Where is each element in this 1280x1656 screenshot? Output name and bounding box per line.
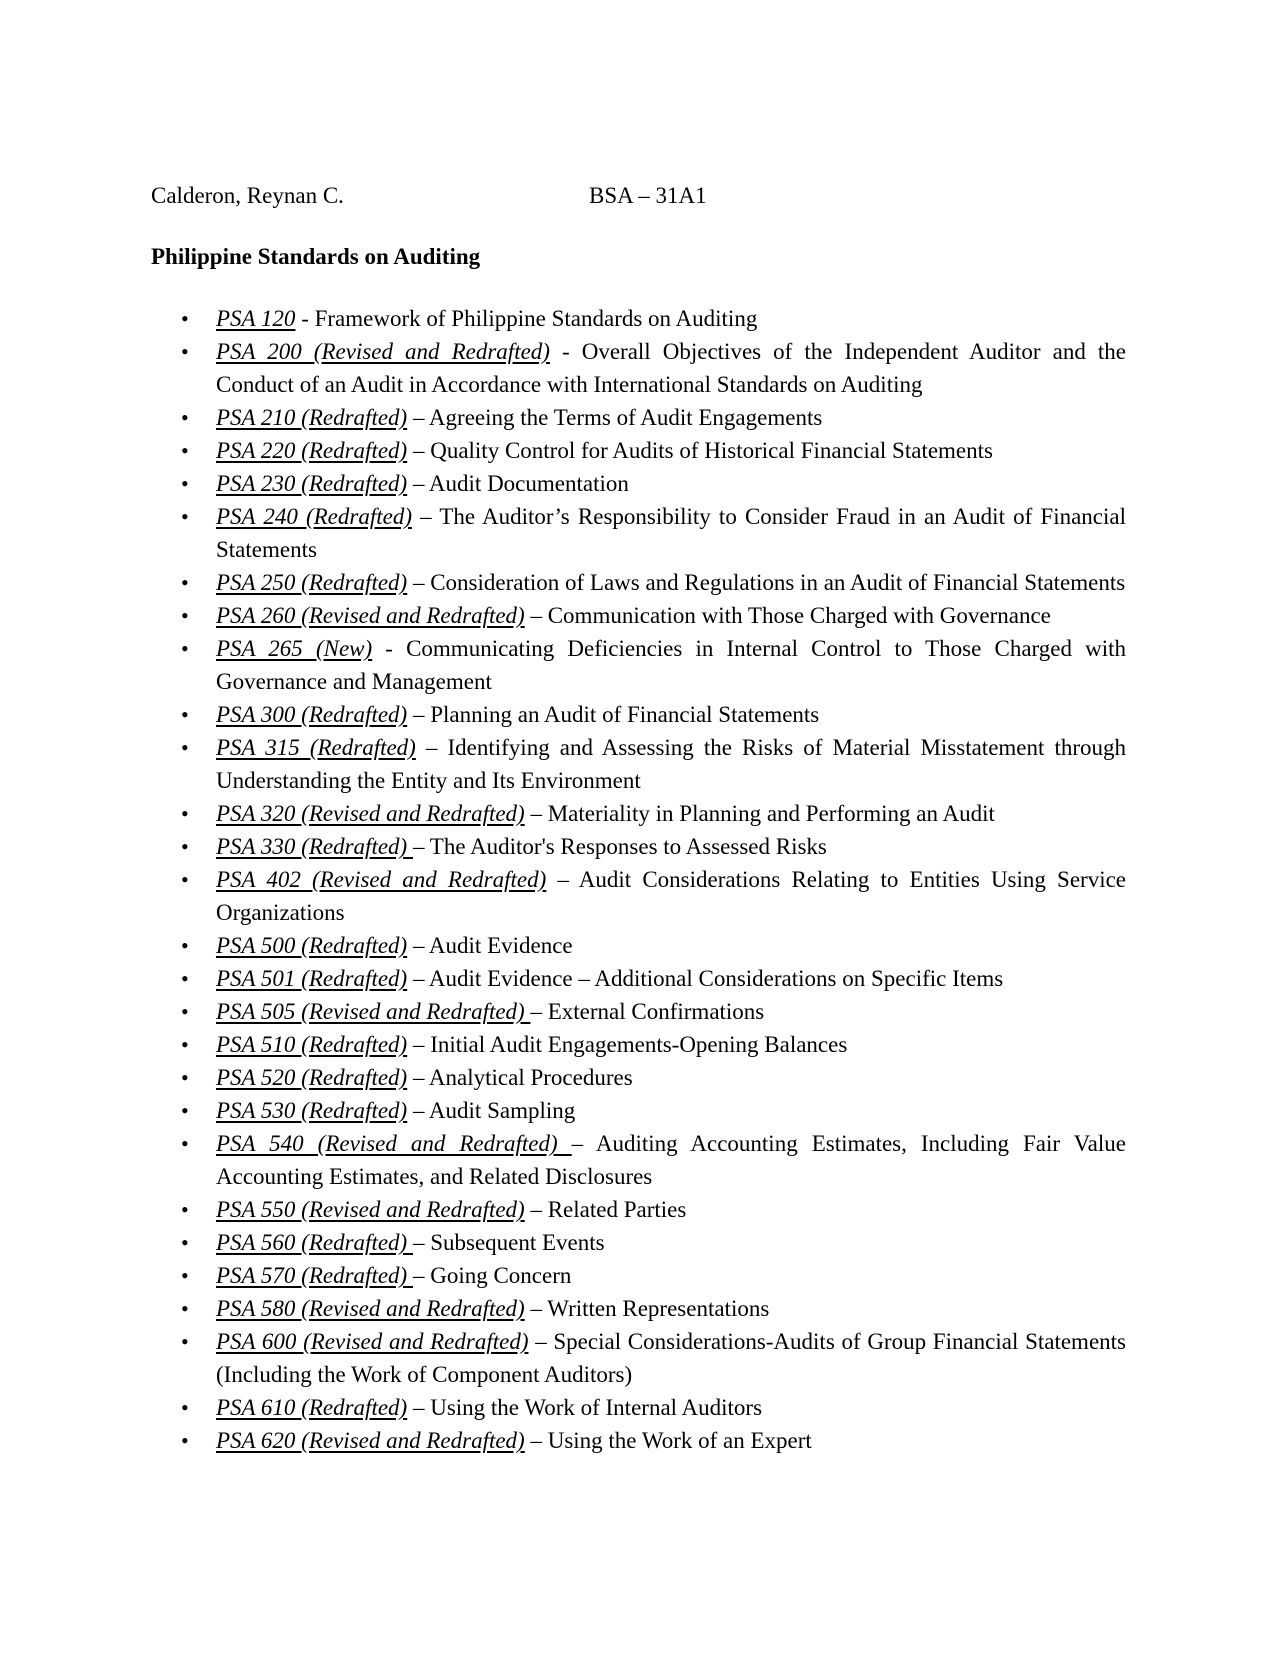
bullet-icon: • [181,999,189,1024]
bullet-icon: • [181,1263,189,1288]
psa-description: – Materiality in Planning and Performing an Audit [524,801,995,826]
psa-code: PSA 220 (Redrafted) [216,438,408,463]
psa-description: – Auditing Accounting Estimates, Including Fair Value Accounting Estimates, and Related Disclosures [216,1131,1126,1189]
list-item [181,1226,1126,1259]
bullet-icon: • [181,1329,189,1354]
psa-description: – Audit Considerations Relating to Entities Using Service Organizations [216,867,1126,925]
bullet-icon: • [181,339,189,364]
list-item [181,731,1127,797]
list-item [181,830,1126,863]
bullet-icon: • [181,504,189,529]
psa-code: PSA 200 (Revised and Redrafted) [216,339,550,364]
psa-description: - Framework of Philippine Standards on Auditing [295,306,758,331]
psa-description: – Communication with Those Charged with Governance [524,603,1051,628]
list-item [181,1391,1126,1424]
list-item [181,632,1126,698]
psa-code: PSA 250 (Redrafted) [216,570,408,595]
list-item [181,1028,1126,1061]
psa-description: – Agreeing the Terms of Audit Engagements [407,405,823,430]
bullet-icon: • [181,1428,189,1453]
list-item [181,566,1126,599]
bullet-icon: • [181,735,189,760]
list-item [181,401,1126,434]
psa-code: PSA 240 (Redrafted) [216,504,412,529]
bullet-icon: • [181,933,189,958]
psa-code: PSA 265 (New) [216,636,373,661]
psa-code: PSA 320 (Revised and Redrafted) [216,801,525,826]
psa-code: PSA 501 (Redrafted) [216,966,408,991]
list-item [181,995,1126,1028]
bullet-icon: • [181,306,189,331]
psa-description: – The Auditor’s Responsibility to Consider Fraud in an Audit of Financial Statements [216,504,1126,562]
psa-description: – Going Concern [412,1263,572,1288]
bullet-icon: • [181,702,189,727]
bullet-icon: • [181,867,189,892]
list-item [181,599,1126,632]
bullet-icon: • [181,471,189,496]
psa-code: PSA 315 (Redrafted) [216,735,416,760]
bullet-icon: • [181,966,189,991]
psa-code: PSA 570 (Redrafted) [216,1263,413,1288]
psa-code: PSA 300 (Redrafted) [216,702,408,727]
psa-code: PSA 402 (Revised and Redrafted) [216,867,547,892]
psa-description: – Using the Work of Internal Auditors [407,1395,763,1420]
psa-description: – Audit Sampling [407,1098,576,1123]
bullet-icon: • [181,636,189,661]
bullet-icon: • [181,405,189,430]
list-item [181,434,1126,467]
list-item [181,1127,1126,1193]
list-item [181,1259,1126,1292]
student-name: Calderon, Reynan C. [151,183,344,208]
bullet-icon: • [181,1197,189,1222]
psa-description: - Communicating Deficiencies in Internal Control to Those Charged with Governance and Management [216,636,1126,694]
list-item [181,1193,1126,1226]
psa-code: PSA 260 (Revised and Redrafted) [216,603,525,628]
psa-code: PSA 530 (Redrafted) [216,1098,408,1123]
bullet-icon: • [181,1131,189,1156]
psa-code: PSA 505 (Revised and Redrafted) [216,999,531,1024]
bullet-icon: • [181,603,189,628]
psa-description: - Overall Objectives of the Independent Auditor and the Conduct of an Audit in Accordance with International Standards on Auditing [216,339,1126,397]
list-item [181,1061,1126,1094]
psa-description: – Audit Evidence – Additional Considerations on Specific Items [407,966,1004,991]
bullet-icon: • [181,801,189,826]
psa-description: – Identifying and Assessing the Risks of Material Misstatement through Understanding the Entity and Its Environment [216,735,1127,793]
bullet-icon: • [181,438,189,463]
psa-code: PSA 600 (Revised and Redrafted) [216,1329,529,1354]
bullet-icon: • [181,1065,189,1090]
psa-description: – Related Parties [524,1197,687,1222]
psa-code: PSA 560 (Redrafted) [216,1230,413,1255]
bullet-icon: • [181,1230,189,1255]
list-item [181,335,1126,401]
list-item [181,1424,1126,1457]
document-title: Philippine Standards on Auditing [151,244,481,269]
psa-code: PSA 520 (Redrafted) [216,1065,408,1090]
psa-code: PSA 510 (Redrafted) [216,1032,408,1057]
psa-description: – Written Representations [524,1296,770,1321]
bullet-icon: • [181,1395,189,1420]
psa-description: – Analytical Procedures [407,1065,633,1090]
bullet-icon: • [181,1032,189,1057]
psa-code: PSA 120 [216,306,296,331]
psa-code: PSA 550 (Revised and Redrafted) [216,1197,525,1222]
psa-description: – Subsequent Events [412,1230,605,1255]
bullet-icon: • [181,1098,189,1123]
list-item [181,698,1126,731]
psa-description: – Initial Audit Engagements-Opening Balances [407,1032,848,1057]
bullet-icon: • [181,570,189,595]
list-item [181,467,1126,500]
bullet-icon: • [181,1296,189,1321]
list-item [181,1292,1126,1325]
list-item [181,500,1126,566]
psa-description: – Audit Documentation [407,471,629,496]
psa-list [181,302,1127,1457]
list-item [181,863,1126,929]
psa-description: – Consideration of Laws and Regulations in an Audit of Financial Statements [407,570,1126,595]
section-code: BSA – 31A1 [589,183,707,208]
psa-code: PSA 210 (Redrafted) [216,405,408,430]
list-item [181,1325,1126,1391]
psa-code: PSA 230 (Redrafted) [216,471,408,496]
list-item [181,797,1126,830]
psa-description: – Special Considerations-Audits of Group Financial Statements (Including the Work of Component Auditors) [216,1329,1126,1387]
list-item [181,1094,1126,1127]
list-item [181,962,1126,995]
psa-code: PSA 540 (Revised and Redrafted) [216,1131,572,1156]
psa-description: – Quality Control for Audits of Historical Financial Statements [407,438,993,463]
list-item [181,302,1126,335]
bullet-icon: • [181,834,189,859]
psa-code: PSA 610 (Redrafted) [216,1395,408,1420]
psa-code: PSA 620 (Revised and Redrafted) [216,1428,525,1453]
psa-description: – The Auditor's Responses to Assessed Risks [412,834,827,859]
list-item [181,929,1126,962]
psa-description: – External Confirmations [530,999,765,1024]
psa-description: – Planning an Audit of Financial Statements [407,702,820,727]
psa-description: – Audit Evidence [407,933,573,958]
psa-code: PSA 500 (Redrafted) [216,933,408,958]
psa-code: PSA 330 (Redrafted) [216,834,413,859]
psa-code: PSA 580 (Revised and Redrafted) [216,1296,525,1321]
psa-description: – Using the Work of an Expert [524,1428,812,1453]
